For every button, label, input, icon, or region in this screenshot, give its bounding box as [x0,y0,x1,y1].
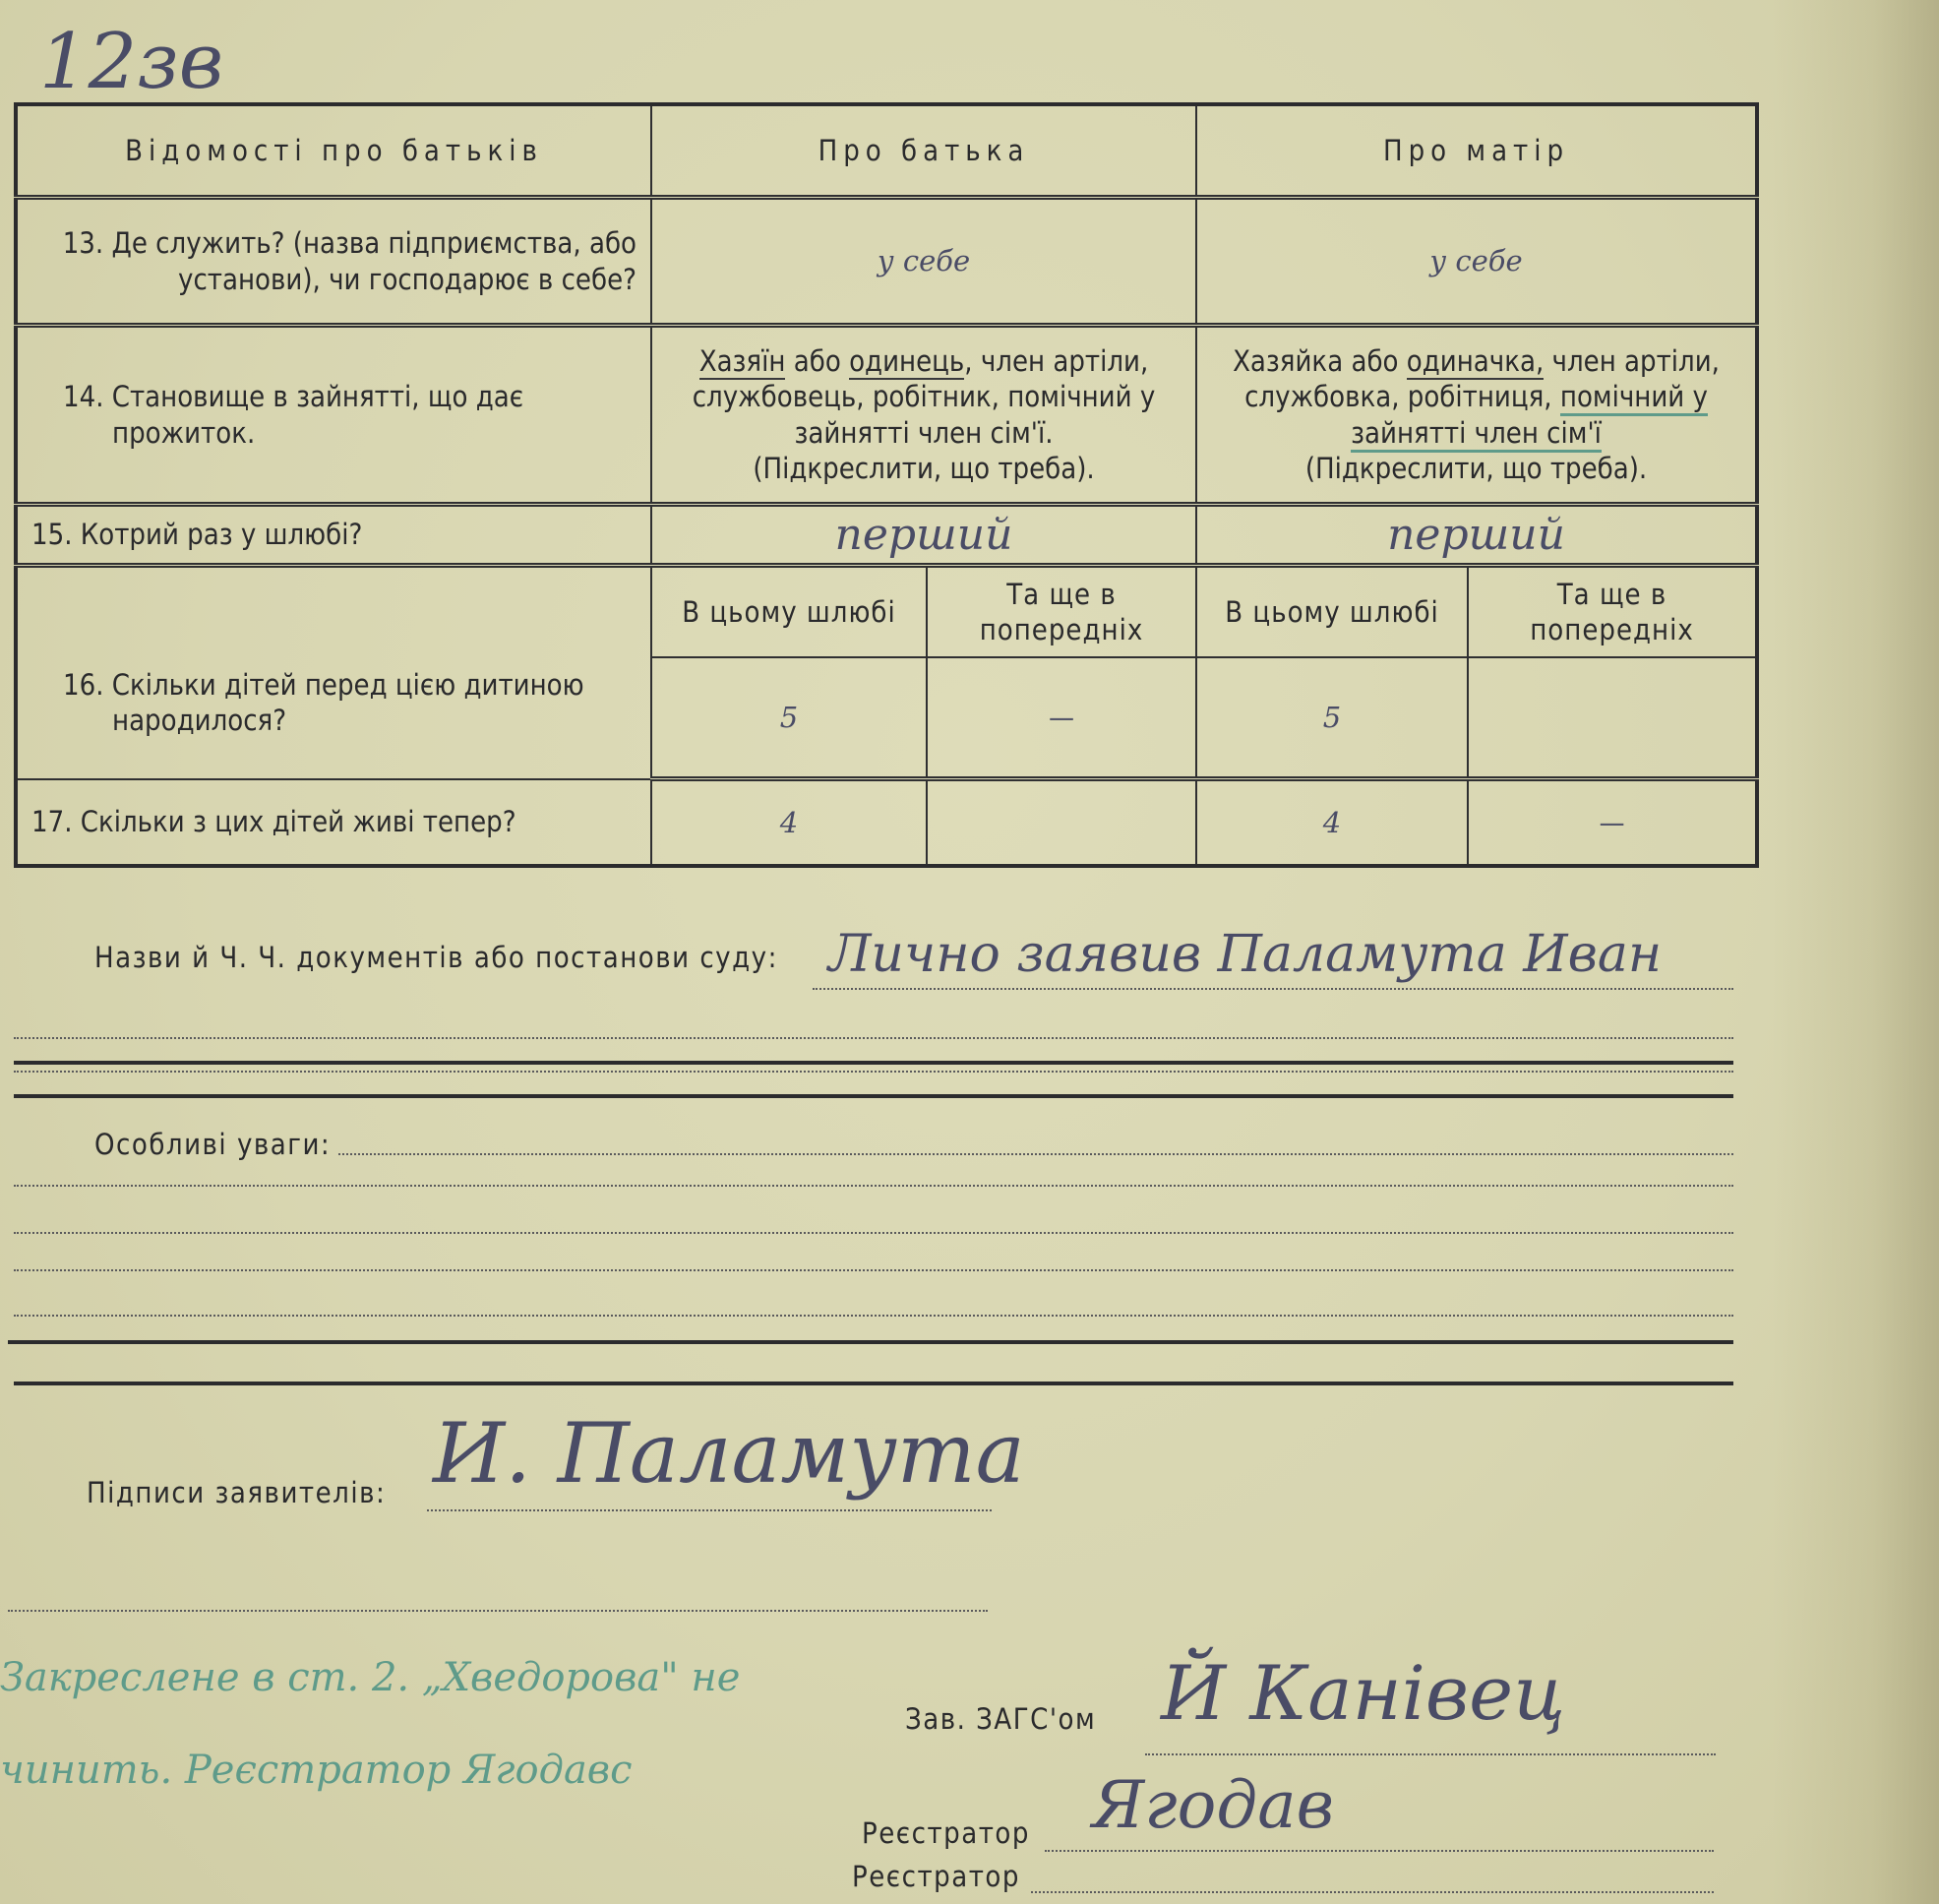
question-17: 17. Скільки з цих дітей живі тепер? [16,779,651,867]
registrar-line-1 [1045,1850,1714,1852]
documents-value: Лично заявив Паламута Иван [828,925,1663,984]
q14-mother-option-owner: Хазяйка або [1233,344,1399,378]
divider-2 [14,1094,1733,1098]
q15-mother-answer: перший [1196,505,1757,566]
correction-note-line-1: Закреслене в ст. 2. „Хведорова" не [0,1655,741,1700]
subheader-father-this-marriage: В цьому шлюбі [651,566,927,658]
divider-3 [8,1340,1733,1344]
remarks-line-5 [14,1315,1733,1317]
signatures-line-1 [427,1509,992,1511]
header-parents-info: Відомості про батьків [16,104,651,198]
row-q13 [16,198,1757,326]
documents-line-2 [14,1037,1733,1039]
question-13: 13. Де служить? (назва підприємства, або установи), чи господарює в себе? [16,198,651,326]
registrar-label-2: Реєстратор [852,1860,1020,1893]
q16-mother-previous [1468,657,1757,779]
q14-father-note: (Підкреслити, що треба). [753,451,1095,485]
header-father: Про батька [651,104,1196,198]
q14-mother-option-single: одиначка, [1406,344,1545,378]
documents-label: Назви й Ч. Ч. документів або постанови суду: [94,941,778,974]
correction-note-line-2: чинить. Реєстратор Ягодавс [0,1748,633,1793]
remarks-line-3 [14,1232,1733,1234]
zags-head-label: Зав. ЗАГС'ом [905,1702,1097,1736]
registrar-line-2 [1031,1891,1714,1893]
q16-mother-this: 5 [1196,657,1468,779]
signatures-line-2 [8,1610,988,1612]
divider-1 [14,1061,1733,1065]
q14-mother-note: (Підкреслити, що треба). [1304,451,1648,485]
zags-line [1145,1753,1716,1755]
paper-edge-shadow [1772,0,1939,1904]
row-q17 [16,779,1757,867]
q14-mother-options [1196,326,1757,505]
q14-mother-option-helper: помічний у зайнятті член сім'ї [1351,380,1708,452]
remarks-label: Особливі уваги: [94,1128,332,1161]
zags-head-signature: Й Канівец [1161,1649,1566,1737]
q14-father-option-owner: Хазяїн [698,344,786,378]
signatures-label: Підписи заявителів: [87,1476,387,1509]
q17-father-this: 4 [651,779,927,867]
remarks-line-4 [14,1269,1733,1271]
q14-father-or: або [793,344,841,378]
q13-mother-answer: у себе [1196,198,1757,326]
signatures-value: И. Паламута [433,1405,1025,1502]
registrar-label-1: Реєстратор [862,1816,1030,1850]
registrar-signature: Ягодав [1092,1767,1334,1843]
subheader-father-previous: Та ще в попередніх [927,566,1196,658]
q14-father-rest: , член артіли, службовець, робітник, помічний у зайнятті член сім'ї. [692,344,1156,450]
q14-father-option-single: одинець [849,344,965,378]
q14-mother-rest: член артіли, службовка, робітниця, [1244,344,1720,414]
q16-father-this: 5 [651,657,927,779]
q15-father-answer: перший [651,505,1196,566]
q17-mother-this: 4 [1196,779,1468,867]
q13-father-answer: у себе [651,198,1196,326]
subheader-mother-previous: Та ще в попередніх [1468,566,1757,658]
question-14: 14. Становище в зайнятті, що дає прожиток. [16,326,651,505]
q14-father-options [651,326,1196,505]
q17-mother-previous: — [1468,779,1757,867]
row-q15 [16,505,1757,566]
divider-4 [14,1382,1733,1385]
q17-father-previous [927,779,1196,867]
remarks-line-2 [14,1185,1733,1187]
row-q14 [16,326,1757,505]
page-number-mark: 12зв [39,18,224,106]
header-mother: Про матір [1196,104,1757,198]
subheader-mother-this-marriage: В цьому шлюбі [1196,566,1468,658]
row-q16-subheader [16,566,1757,658]
table-header-row [16,104,1757,198]
question-15: 15. Котрий раз у шлюбі? [16,505,651,566]
parents-info-table [14,102,1759,868]
question-16: 16. Скільки дітей перед цією дитиною народилося? [16,566,651,779]
remarks-line-1 [338,1153,1733,1155]
q16-father-previous: — [927,657,1196,779]
documents-line-3 [14,1071,1733,1073]
documents-line-1 [813,988,1733,990]
